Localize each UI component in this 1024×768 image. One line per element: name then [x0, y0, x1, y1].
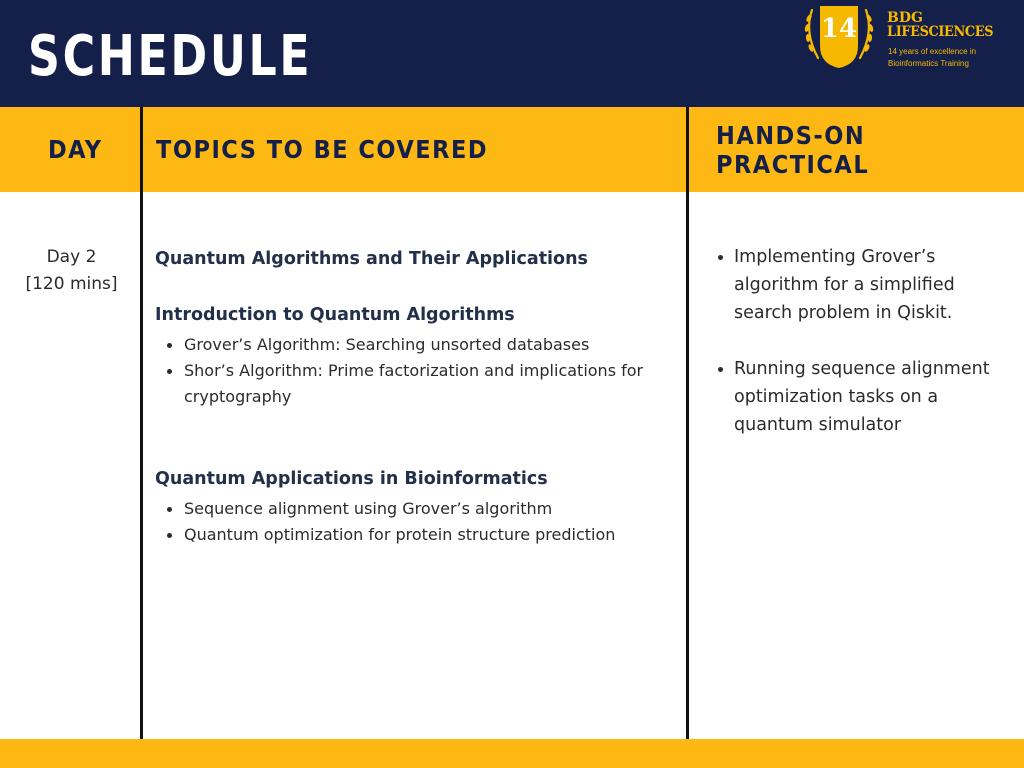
- column-header-hands-on: HANDS-ON PRACTICAL: [716, 120, 870, 179]
- column-header-topics: TOPICS TO BE COVERED: [156, 135, 489, 164]
- topic-list: [155, 332, 675, 410]
- list-item: Implementing Grover’s algorithm for a simplified search problem in Qiskit.: [734, 243, 1016, 327]
- column-header-day: DAY: [48, 135, 103, 164]
- logo-number: 14: [820, 14, 858, 44]
- page-title: SCHEDULE: [28, 24, 313, 89]
- day-cell: [0, 244, 143, 298]
- topics-cell: [155, 246, 675, 548]
- topic-list: [155, 496, 675, 548]
- column-divider: [140, 107, 143, 739]
- logo-brand-line2: LIFESCIENCES: [887, 24, 994, 40]
- section-title: Quantum Applications in Bioinformatics: [155, 469, 548, 489]
- hands-on-list: [716, 243, 1016, 439]
- list-item: Grover’s Algorithm: Searching unsorted databases: [184, 332, 675, 358]
- day-duration: [120 mins]: [25, 274, 118, 294]
- logo-tagline: [888, 46, 976, 70]
- brand-logo: [796, 2, 1022, 72]
- hands-on-cell: [716, 243, 1016, 467]
- logo-tagline-line2: Bioinformatics Training: [888, 59, 969, 68]
- topics-main-title: Quantum Algorithms and Their Applications: [155, 249, 588, 269]
- section-title: Introduction to Quantum Algorithms: [155, 305, 515, 325]
- column-divider: [686, 107, 689, 739]
- day-label: Day 2: [46, 247, 97, 267]
- list-item: Sequence alignment using Grover’s algorithm: [184, 496, 675, 522]
- footer-bar: [0, 739, 1024, 768]
- list-item: Running sequence alignment optimization tasks on a quantum simulator: [734, 355, 1016, 439]
- logo-tagline-line1: 14 years of excellence in: [888, 47, 977, 56]
- list-item: Quantum optimization for protein structure prediction: [184, 522, 675, 548]
- list-item: Shor’s Algorithm: Prime factorization and implications for cryptography: [184, 358, 675, 410]
- logo-brand-line1: BDG: [887, 10, 923, 26]
